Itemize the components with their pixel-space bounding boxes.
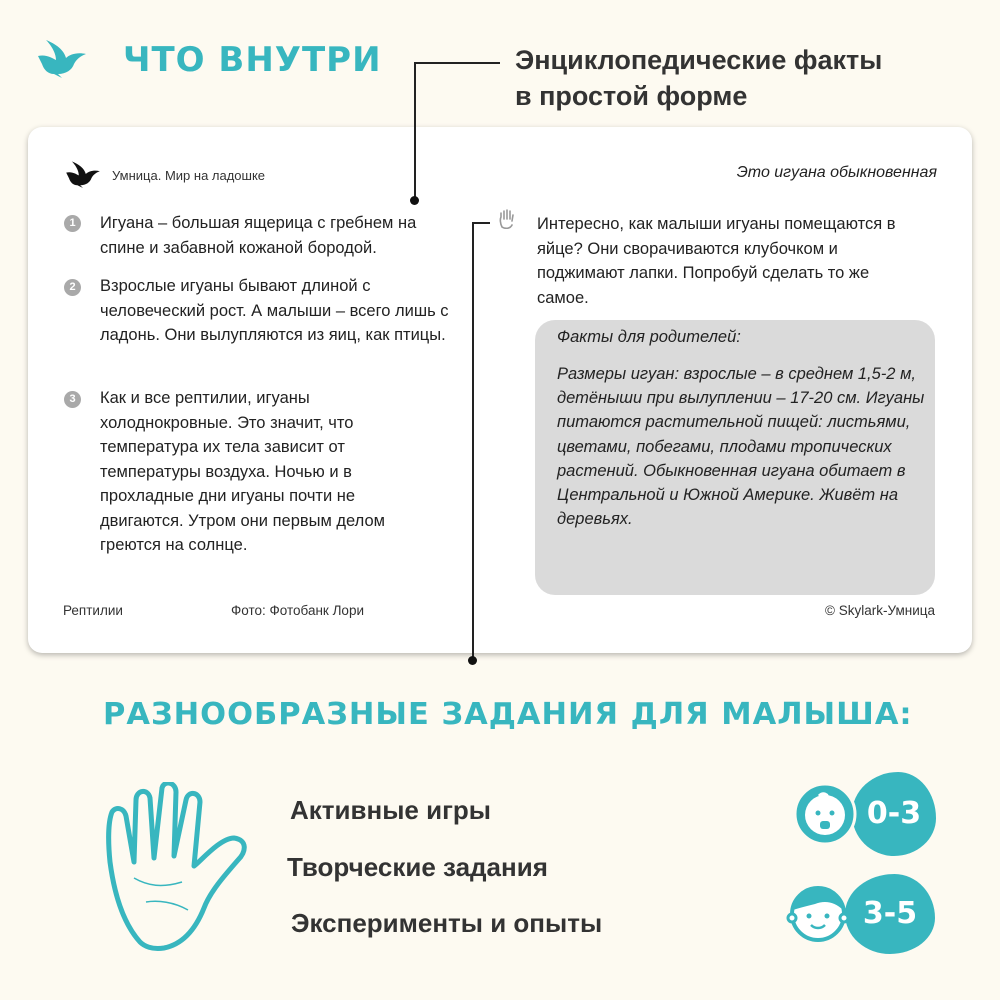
tasks-connector	[472, 222, 490, 224]
parents-facts-text: Размеры игуан: взрослые – в среднем 1,5-2 м, детёныши при вылуплении – 17-20 см. Игуаны питаются растительной пищей: листьями, цветами, побегами, плодами тропических растений. Обыкновенная игуана обитает в Центральной и Южной Америке. Живёт на деревьях.	[557, 365, 925, 529]
fact-number: 3	[64, 391, 81, 408]
card-footer-photo-credit: Фото: Фотобанк Лори	[231, 603, 364, 618]
task-item: Активные игры	[290, 795, 491, 825]
hand-icon	[499, 209, 515, 229]
bird-icon	[64, 160, 102, 188]
fact-text: Как и все рептилии, игуаны холоднокровные. Это значит, что температура их тела зависит от температуры воздуха. Ночью и в прохладные дни игуаны почти не двигаются. Утром они первым делом греются на солнце.	[100, 389, 386, 554]
fact-text: Взрослые игуаны бывают длиной с человеческий рост. А малыши – всего лишь с ладонь. Они вылупляются из яиц, как птицы.	[100, 277, 449, 344]
interesting-text: Интересно, как малыши игуаны помещаются в яйце? Они сворачиваются клубочком и поджимают лапки. Попробуй сделать то же самое.	[537, 215, 896, 307]
tasks-connector	[472, 222, 474, 660]
callout-text	[515, 42, 882, 114]
tasks-dot	[468, 656, 477, 665]
task-item: Творческие задания	[287, 852, 548, 882]
callout-dot	[410, 196, 419, 205]
parents-facts-title: Факты для родителей:	[557, 328, 741, 346]
fact-number: 2	[64, 279, 81, 296]
section-title: ЧТО ВНУТРИ	[123, 40, 382, 80]
fact-text: Игуана – большая ящерица с гребнем на спине и забавной кожаной бородой.	[100, 214, 417, 257]
callout-connector	[414, 62, 416, 200]
card-footer-copyright: © Skylark-Умница	[825, 603, 935, 618]
age-badge: 0-3	[852, 772, 936, 856]
fact-number: 1	[64, 215, 81, 232]
tasks-title: РАЗНООБРАЗНЫЕ ЗАДАНИЯ ДЛЯ МАЛЫША:	[103, 697, 913, 732]
task-item: Эксперименты и опыты	[291, 908, 603, 938]
card-footer-category: Рептилии	[63, 603, 123, 618]
card-brand: Умница. Мир на ладошке	[112, 168, 266, 183]
child-face-icon	[785, 880, 851, 946]
hand-icon	[100, 782, 265, 952]
card-caption: Это игуана обыкновенная	[736, 164, 937, 181]
bird-icon	[36, 38, 88, 78]
callout-line-1: Энциклопедические факты	[515, 45, 883, 75]
callout-connector	[414, 62, 500, 64]
callout-line-2: в простой форме	[515, 81, 748, 111]
baby-face-icon	[793, 782, 857, 846]
age-badge: 3-5	[845, 874, 935, 954]
